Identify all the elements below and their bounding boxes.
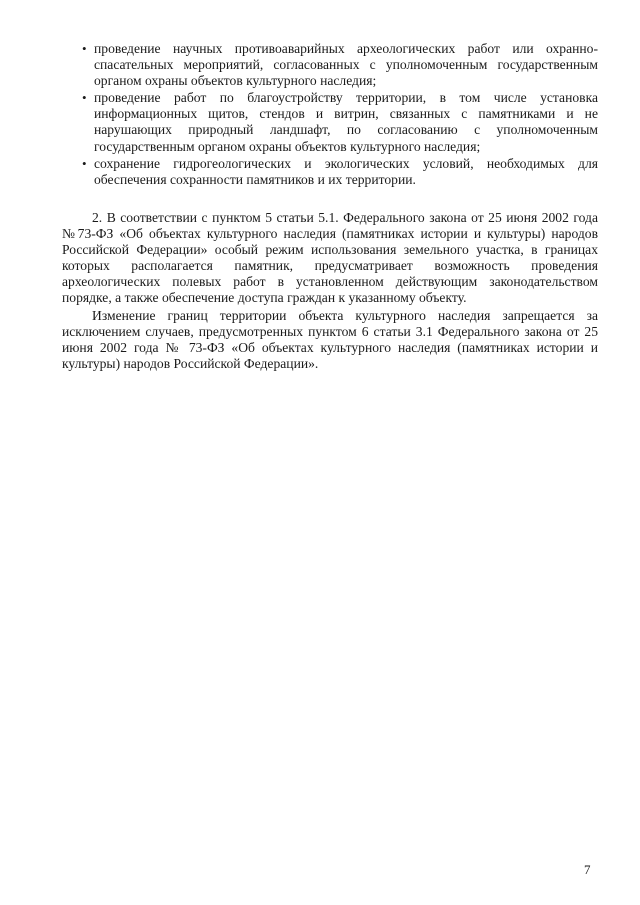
list-item-text: сохранение гидрогеологических и экологических условий, необходимых для обеспечения сохранности памятников и их территории. xyxy=(94,155,598,187)
list-item xyxy=(82,156,598,188)
list-item xyxy=(82,41,598,89)
bullet-icon: • xyxy=(82,90,87,106)
bullet-list xyxy=(82,41,598,189)
bullet-icon: • xyxy=(82,41,87,56)
bullet-icon: • xyxy=(82,155,87,171)
list-item-text: проведение работ по благоустройству территории, в том числе установка информационных щитов, стендов и витрин, связанных с памятниками и не нарушающих природный ландшафт, по согласованию с уполномоченным государственным органом охраны объектов культурного наследия; xyxy=(94,90,598,154)
paragraph-boundary-change: Изменение границ территории объекта культурного наследия запрещается за исключением случаев, предусмотренных пунктом 6 статьи 3.1 Федерального закона от 25 июня 2002 года № 73-ФЗ «Об объектах культурного наследия (памятниках истории и культуры) народов Российской Федерации». xyxy=(62,308,598,372)
paragraph-special-regime: 2. В соответствии с пунктом 5 статьи 5.1. Федерального закона от 25 июня 2002 года №73-ФЗ «Об объектах культурного наследия (памятниках истории и культуры) народов Российской Федерации» особый режим использования земельного участка, в границах которых располагается памятник, предусматривает возможность проведения археологических полевых работ в установленном действующим законодательством порядке, а также обеспечение доступа граждан к указанному объекту. xyxy=(62,210,598,306)
list-item-text: проведение научных противоаварийных археологических работ или охранно-спасательных мероприятий, согласованных с уполномоченным государственным органом охраны объектов культурного наследия; xyxy=(94,41,598,89)
page-number: 7 xyxy=(584,862,591,877)
list-item xyxy=(82,90,598,154)
